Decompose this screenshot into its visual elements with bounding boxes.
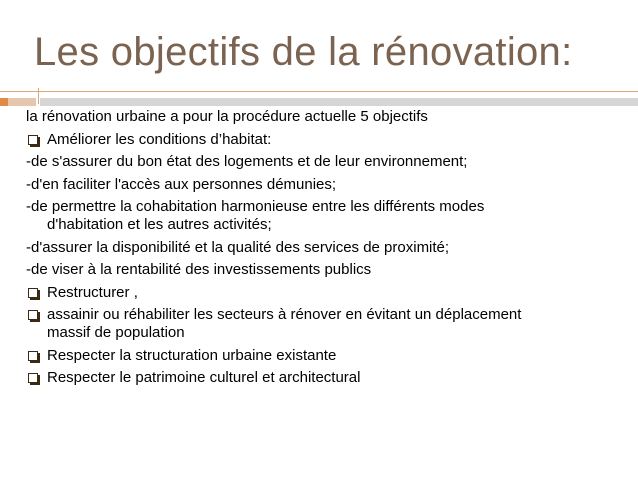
square-bullet-icon [28, 351, 38, 361]
slide-body [26, 108, 626, 387]
subitem-line: -de permettre la cohabitation harmonieuse entre les différents modes [26, 198, 485, 215]
title-divider-line [0, 91, 638, 92]
bullet-text: Améliorer les conditions d’habitat: [47, 130, 272, 148]
bullet-text: Restructurer , [47, 283, 138, 301]
bullet-item-assainir [26, 306, 626, 342]
accent-bar-light [8, 98, 36, 106]
bullet-text: assainir ou réhabiliter les secteurs à rénover en évitant un déplacement [47, 306, 522, 323]
bullet-item-patrimoine [26, 369, 626, 387]
subitem-line: -de s'assurer du bon état des logements et de leur environnement; [26, 153, 468, 170]
square-bullet-icon [28, 310, 38, 320]
square-bullet-icon [28, 373, 38, 383]
bullet-item-restructurer [26, 284, 626, 302]
bullet-item-structuration [26, 347, 626, 365]
subitem-line: -d'assurer la disponibilité et la qualité des services de proximité; [26, 238, 450, 256]
title-divider-tick [38, 88, 39, 104]
accent-bar-gray [40, 98, 638, 106]
bullet-text: Respecter la structuration urbaine existante [47, 346, 337, 364]
subitem-line: -de viser à la rentabilité des investissements publics [26, 261, 372, 278]
subitem-line-continuation: d'habitation et les autres activités; [47, 216, 272, 233]
bullet-item-ameliorer [26, 131, 626, 149]
square-bullet-icon [28, 288, 38, 298]
intro-text: la rénovation urbaine a pour la procédure actuelle 5 objectifs [26, 108, 428, 125]
subitem-line: -d'en faciliter l'accès aux personnes démunies; [26, 175, 337, 193]
bullet-text: Respecter le patrimoine culturel et architectural [47, 369, 361, 386]
accent-bar-orange [0, 98, 8, 106]
square-bullet-icon [28, 135, 38, 145]
bullet-text-continuation: massif de population [47, 324, 185, 341]
slide-title: Les objectifs de la rénovation: [34, 30, 573, 74]
